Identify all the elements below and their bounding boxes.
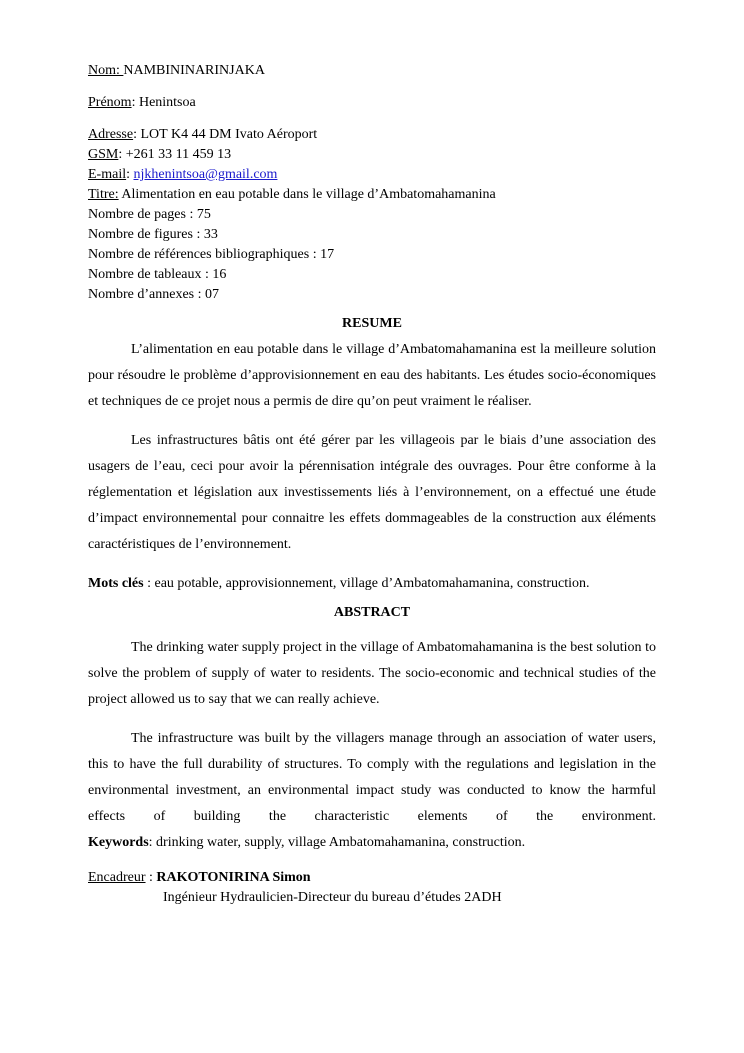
gsm-line [88,145,656,165]
encadreur-label: Encadreur [88,870,146,885]
document-page [88,61,656,908]
abstract-paragraph-2: The infrastructure was built by the villagers manage through an association of water users, this to have the full durability of structures. To comply with the regulations and legislation in the environmental investment, an environmental impact study was conducted to know the harmful effects of building the characteristic elements of the environment. [88,731,656,824]
stat-tableaux: Nombre de tableaux : 16 [88,267,227,282]
mots-cles-value: : eau potable, approvisionnement, village d’Ambatomahamanina, construction. [143,576,590,591]
stats-list [88,205,656,305]
encadreur-name: RAKOTONIRINA Simon [156,870,311,885]
keywords-value: : drinking water, supply, village Ambatomahamanina, construction. [148,835,526,850]
titre-label: Titre: [88,187,119,202]
stat-annexes: Nombre d’annexes : 07 [88,287,220,302]
mots-cles-label: Mots clés [88,576,144,591]
email-sep: : [126,167,134,182]
prenom-value: : Henintsoa [131,95,196,110]
resume-heading: RESUME [342,316,402,331]
resume-paragraph-2: Les infrastructures bâtis ont été gérer par les villageois par le biais d’une association des usagers de l’eau, ceci pour avoir la pérennisation intégrale des ouvrages. Pour être conforme à la réglementation et législation aux investissements liés à l’environnement, on a effectué une étude d’impact environnemental pour connaitre les effets dommageables de la construction aux éléments caractéristiques de l’environnement. [88,433,656,552]
encadreur-line [88,868,656,888]
resume-paragraph-1: L’alimentation en eau potable dans le village d’Ambatomahamanina est la meilleure solution pour résoudre le problème d’approvisionnement en eau des habitants. Les études socio-économiques et techniques de ce projet nous a permis de dire qu’on peut vraiment le réaliser. [88,342,656,409]
encadreur-title: Ingénieur Hydraulicien-Directeur du bureau d’études 2ADH [163,890,502,905]
stat-references: Nombre de références bibliographiques : 17 [88,247,335,262]
gsm-value: : +261 33 11 459 13 [118,147,232,162]
stat-figures: Nombre de figures : 33 [88,227,218,242]
adresse-line [88,125,656,145]
email-line [88,165,656,185]
stat-pages: Nombre de pages : 75 [88,207,211,222]
adresse-value: : LOT K4 44 DM Ivato Aéroport [133,127,318,142]
abstract-paragraph-1: The drinking water supply project in the village of Ambatomahamanina is the best solution to solve the problem of supply of water to residents. The socio-economic and technical studies of the project allowed us to say that we can really achieve. [88,640,656,707]
titre-value: Alimentation en eau potable dans le village d’Ambatomahamanina [118,187,496,202]
encadreur-sep: : [145,870,157,885]
keywords-line [88,830,656,856]
gsm-label: GSM [88,147,119,162]
nom-label: Nom: [88,63,124,78]
email-label: E-mail [88,167,127,182]
prenom-line [88,93,656,113]
prenom-label: Prénom [88,95,132,110]
email-link[interactable]: njkhenintsoa@gmail.com [133,167,278,182]
adresse-label: Adresse [88,127,134,142]
titre-line [88,185,656,205]
abstract-heading: ABSTRACT [333,605,411,620]
mots-cles-line [88,571,656,597]
nom-line [88,61,656,81]
nom-value: NAMBININARINJAKA [123,63,265,78]
keywords-label: Keywords [88,835,149,850]
